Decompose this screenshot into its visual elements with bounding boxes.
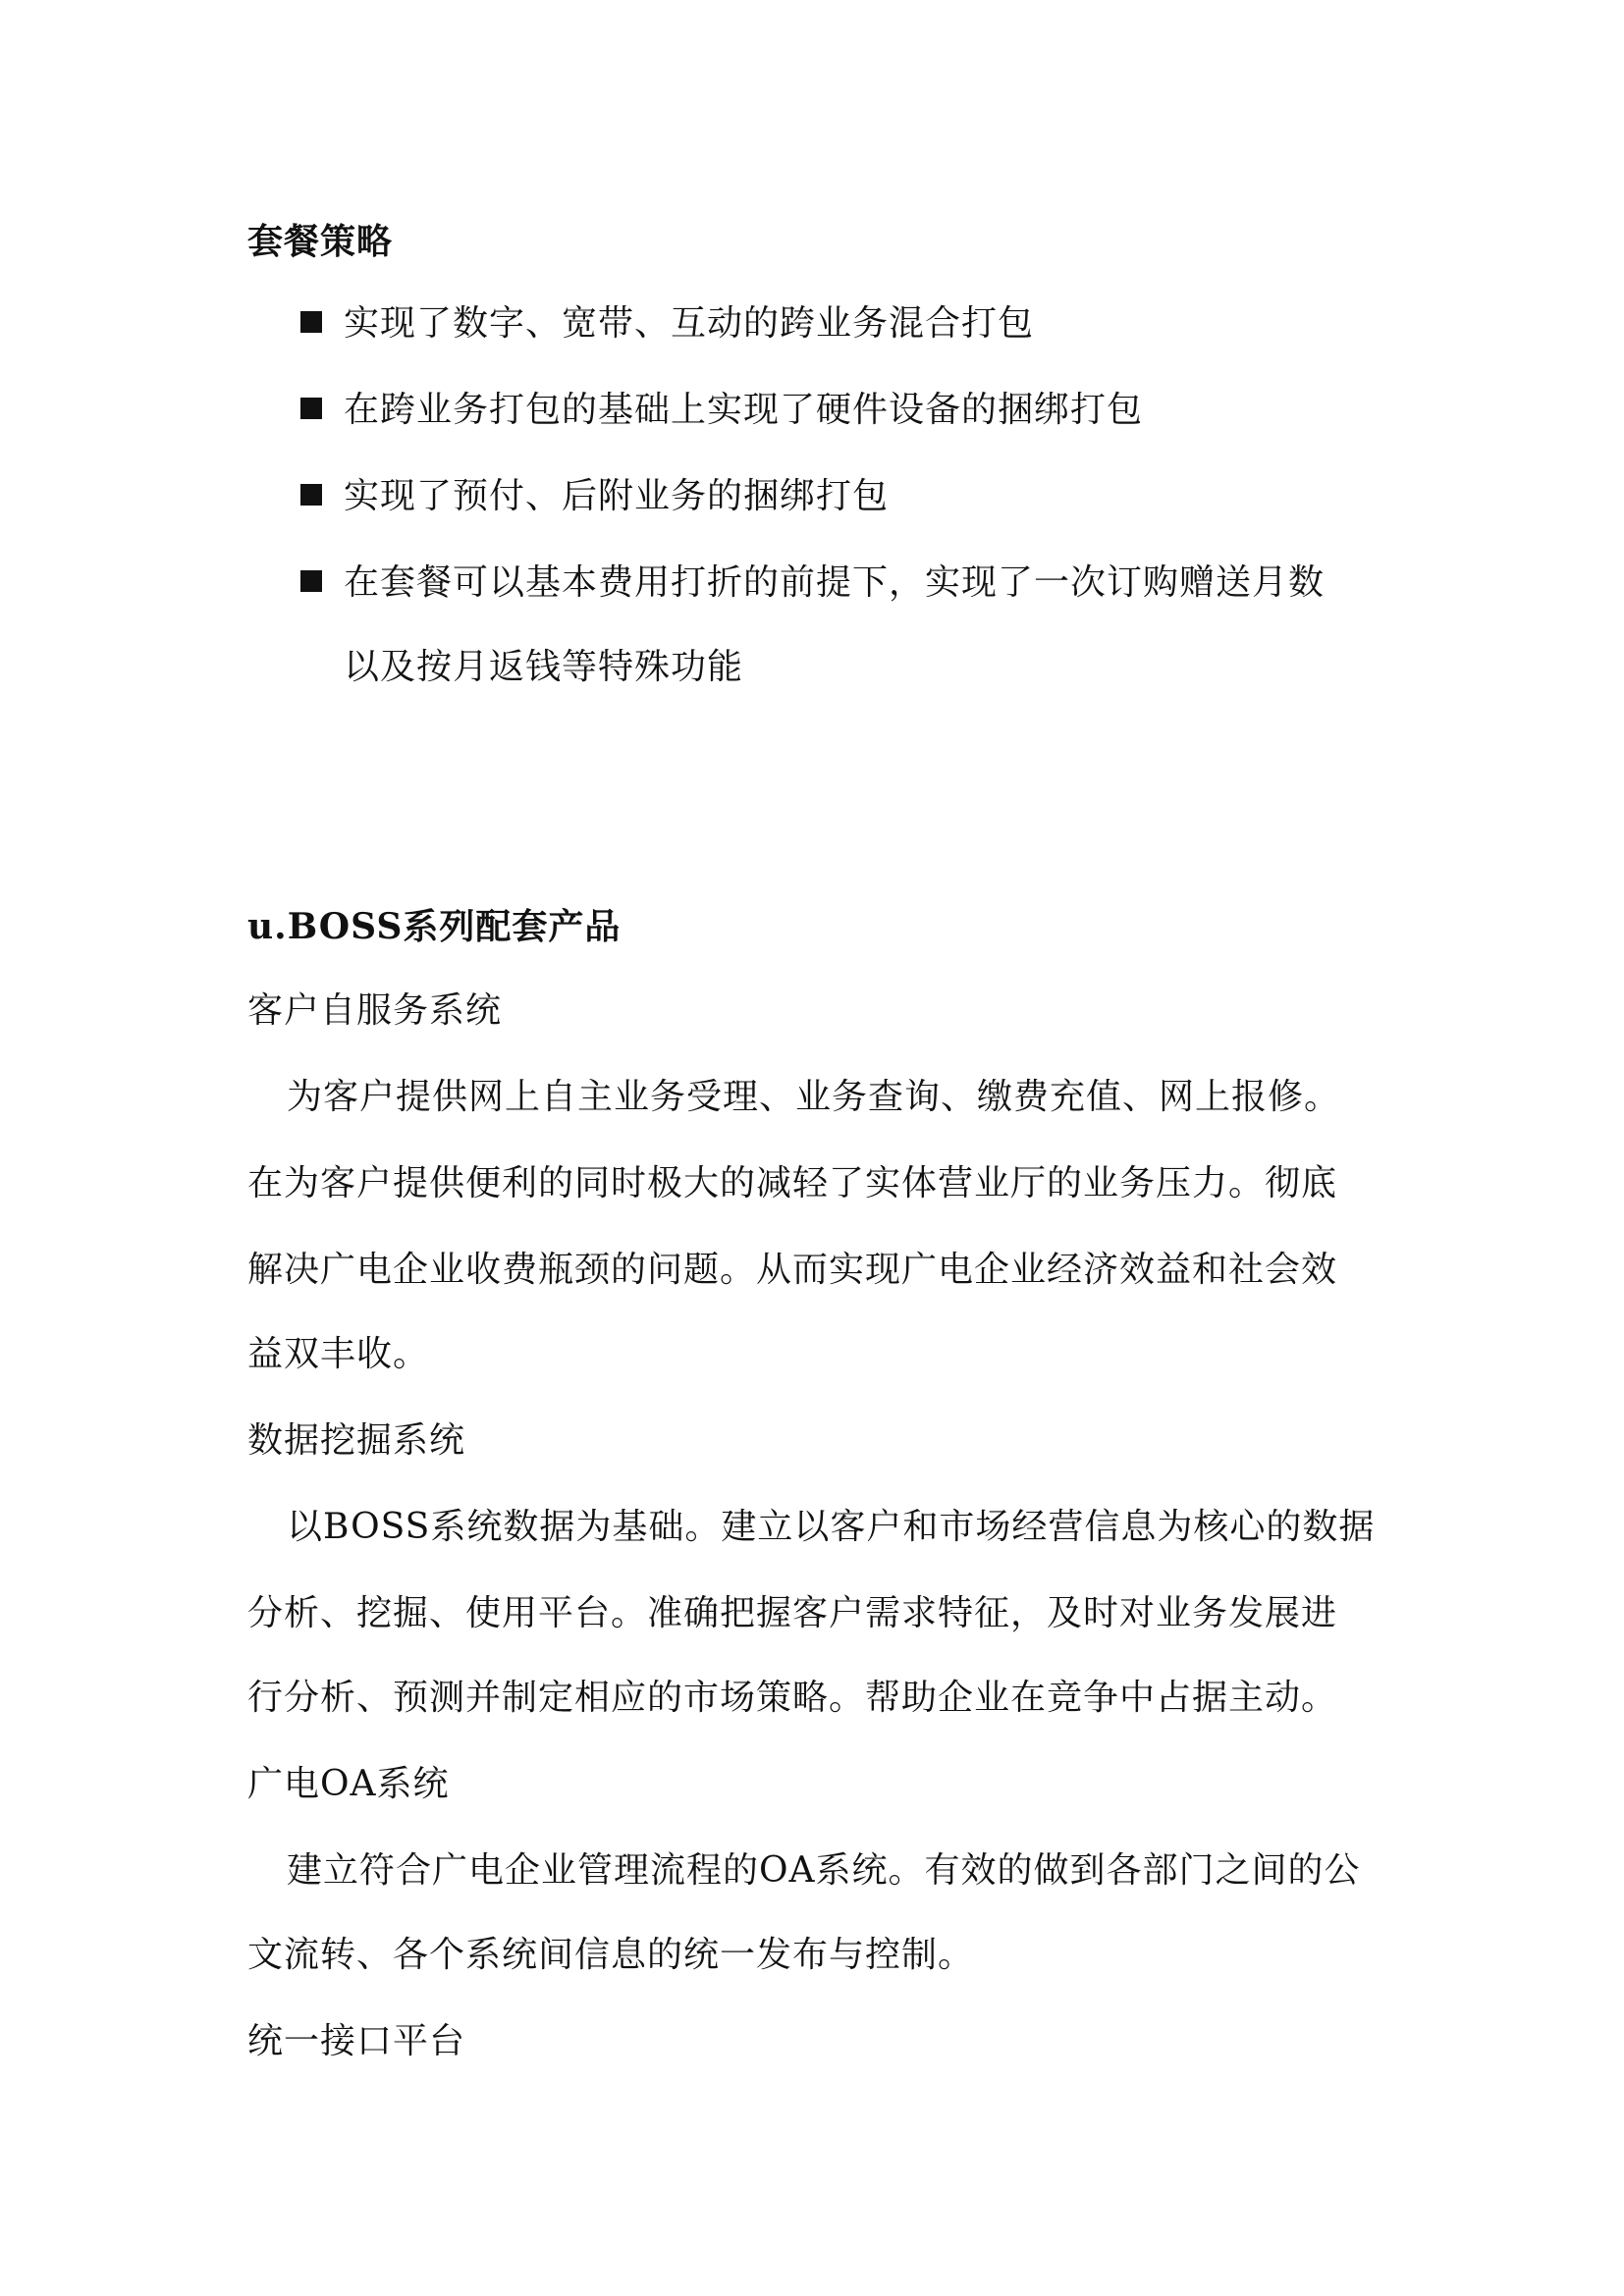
section-title-package-strategy: 套餐策略 <box>247 221 394 262</box>
bullet-item <box>300 387 1143 434</box>
paragraph-line: 以BOSS系统数据为基础。建立以客户和市场经营信息为核心的数据 <box>287 1507 1376 1547</box>
square-bullet-icon <box>300 484 322 506</box>
bullet-item <box>300 473 889 520</box>
paragraph-line: 文流转、各个系统间信息的统一发布与控制。 <box>247 1935 975 1975</box>
bullet-text: 实现了数字、宽带、互动的跨业务混合打包 <box>344 303 1035 344</box>
subheading-unified-interface: 统一接口平台 <box>247 2021 466 2061</box>
paragraph-line: 在为客户提供便利的同时极大的减轻了实体营业厅的业务压力。彻底 <box>247 1163 1338 1203</box>
bullet-text: 在跨业务打包的基础上实现了硬件设备的捆绑打包 <box>344 390 1144 430</box>
subheading-self-service: 客户自服务系统 <box>247 990 503 1031</box>
bullet-item <box>300 560 1325 607</box>
paragraph-line: 行分析、预测并制定相应的市场策略。帮助企业在竞争中占据主动。 <box>247 1678 1338 1718</box>
subheading-data-mining: 数据挖掘系统 <box>247 1420 466 1461</box>
square-bullet-icon <box>300 311 322 333</box>
section-title-boss-products: u.BOSS系列配套产品 <box>247 906 622 947</box>
bullet-continuation: 以及按月返钱等特殊功能 <box>344 647 744 687</box>
document-page <box>247 0 1396 2296</box>
bullet-text: 在套餐可以基本费用打折的前提下，实现了一次订购赠送月数 <box>344 562 1326 603</box>
bullet-item <box>300 300 1034 347</box>
paragraph-line: 建立符合广电企业管理流程的OA系统。有效的做到各部门之间的公 <box>287 1850 1361 1891</box>
paragraph-line: 分析、挖掘、使用平台。准确把握客户需求特征，及时对业务发展进 <box>247 1593 1338 1633</box>
square-bullet-icon <box>300 398 322 419</box>
square-bullet-icon <box>300 570 322 592</box>
paragraph-line: 为客户提供网上自主业务受理、业务查询、缴费充值、网上报修。 <box>287 1077 1341 1117</box>
subheading-oa-system: 广电OA系统 <box>247 1764 450 1804</box>
paragraph-line: 益双丰收。 <box>247 1334 430 1374</box>
paragraph-line: 解决广电企业收费瓶颈的问题。从而实现广电企业经济效益和社会效 <box>247 1250 1338 1290</box>
bullet-text: 实现了预付、后附业务的捆绑打包 <box>344 476 890 516</box>
